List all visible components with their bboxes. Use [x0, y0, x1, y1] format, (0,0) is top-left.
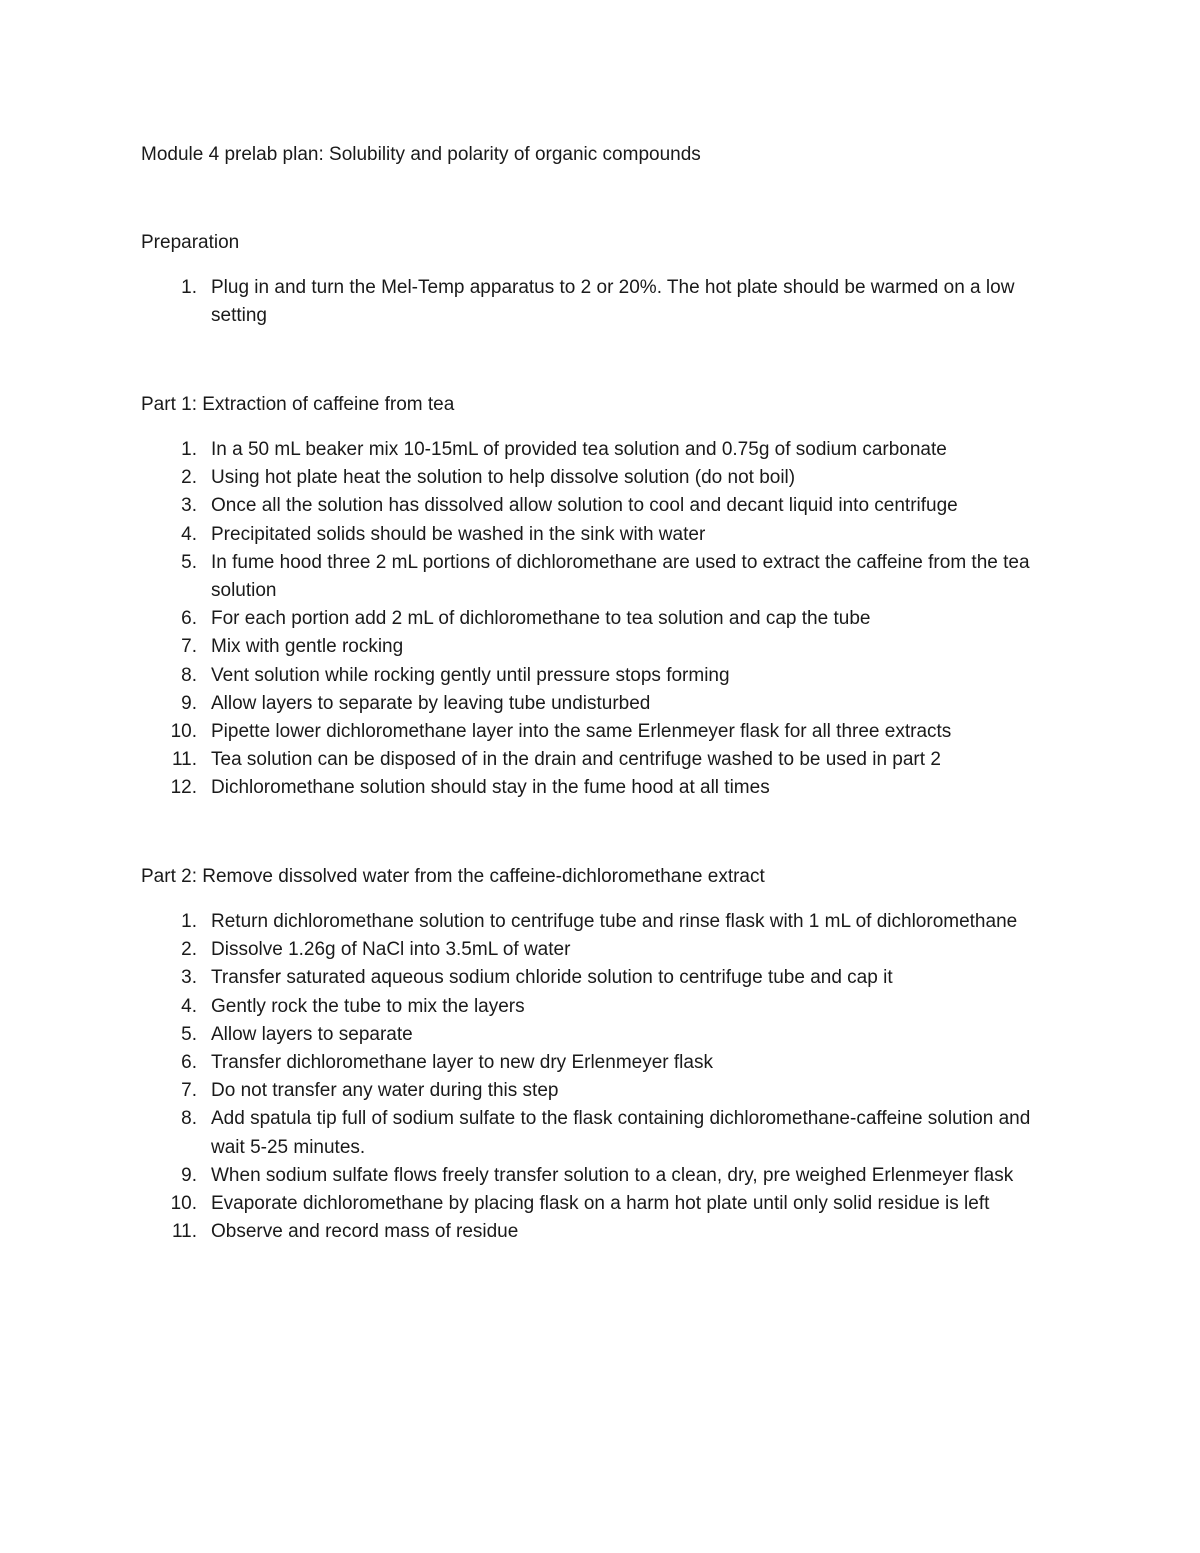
list-item-number: 5.	[181, 1023, 197, 1045]
list-item-number: 3.	[181, 967, 197, 989]
section-heading: Part 1: Extraction of caffeine from tea	[141, 394, 455, 415]
list-item-text: Do not transfer any water during this step	[211, 1080, 559, 1102]
list-item	[141, 1049, 1061, 1077]
list-item	[141, 1162, 1061, 1190]
list-item-text: In a 50 mL beaker mix 10-15mL of provided tea solution and 0.75g of sodium carbonate	[211, 439, 947, 460]
list-item-number: 1.	[181, 911, 197, 932]
list-item-text: Return dichloromethane solution to centrifuge tube and rinse flask with 1 mL of dichloromethane	[211, 911, 1018, 932]
list-item-number: 1.	[181, 277, 197, 298]
list-item	[141, 718, 1061, 746]
list-item	[141, 1077, 1061, 1105]
list-item	[141, 908, 1061, 936]
list-item-number: 6.	[181, 1052, 197, 1074]
list-item-number: 12.	[170, 777, 197, 799]
list-item-number: 2.	[181, 467, 197, 489]
list-item	[141, 1021, 1061, 1049]
section-part-2	[141, 864, 1061, 1246]
list-item	[141, 1190, 1061, 1218]
list-item-text: Transfer saturated aqueous sodium chloride solution to centrifuge tube and cap it	[211, 967, 893, 989]
list-item	[141, 605, 1061, 633]
list-item-number: 9.	[181, 692, 197, 714]
list-item	[141, 464, 1061, 492]
list-item	[141, 492, 1061, 520]
list-item-number: 5.	[181, 551, 197, 573]
step-list	[141, 436, 1061, 803]
list-item	[141, 274, 1061, 330]
list-item-number: 9.	[181, 1164, 197, 1186]
list-item-text: Vent solution while rocking gently until pressure stops forming	[211, 664, 730, 686]
list-item	[141, 993, 1061, 1021]
list-item-number: 4.	[181, 995, 197, 1017]
list-item	[141, 633, 1061, 661]
list-item-text: For each portion add 2 mL of dichloromethane to tea solution and cap the tube	[211, 608, 871, 630]
list-item-text: Once all the solution has dissolved allow solution to cool and decant liquid into centrifuge	[211, 495, 958, 517]
list-item-text: Plug in and turn the Mel-Temp apparatus to 2 or 20%. The hot plate should be warmed on a low setting	[211, 277, 1015, 327]
section-heading: Preparation	[141, 232, 240, 253]
section-heading: Part 2: Remove dissolved water from the caffeine-dichloromethane extract	[141, 866, 765, 887]
list-item-text: Tea solution can be disposed of in the drain and centrifuge washed to be used in part 2	[211, 749, 941, 771]
list-item	[141, 436, 1061, 464]
list-item-number: 10.	[170, 1193, 197, 1215]
list-item-text: Gently rock the tube to mix the layers	[211, 995, 525, 1017]
list-item-text: Dichloromethane solution should stay in the fume hood at all times	[211, 777, 770, 799]
list-item-number: 6.	[181, 608, 197, 630]
list-item-text: Precipitated solids should be washed in the sink with water	[211, 523, 706, 545]
list-item-number: 11.	[171, 1221, 197, 1243]
list-item	[141, 521, 1061, 549]
list-item-number: 7.	[181, 1080, 197, 1102]
list-item	[141, 662, 1061, 690]
list-item-text: Observe and record mass of residue	[211, 1221, 519, 1243]
list-item	[141, 964, 1061, 992]
list-item	[141, 936, 1061, 964]
list-item-number: 11.	[171, 749, 197, 771]
list-item-number: 7.	[181, 636, 197, 658]
list-item-text: Allow layers to separate by leaving tube undisturbed	[211, 692, 651, 714]
page-title: Module 4 prelab plan: Solubility and polarity of organic compounds	[141, 144, 701, 165]
step-list	[141, 274, 1061, 330]
list-item-text: Pipette lower dichloromethane layer into the same Erlenmeyer flask for all three extracts	[211, 721, 952, 743]
section-preparation	[141, 230, 1061, 330]
section-part-1	[141, 392, 1061, 803]
list-item-number: 1.	[181, 439, 197, 460]
step-list	[141, 908, 1061, 1246]
list-item-text: Evaporate dichloromethane by placing flask on a harm hot plate until only solid residue is left	[211, 1193, 990, 1215]
list-item-text: Add spatula tip full of sodium sulfate to the flask containing dichloromethane-caffeine solution and wait 5-25 minutes.	[211, 1108, 1031, 1158]
list-item-text: When sodium sulfate flows freely transfer solution to a clean, dry, pre weighed Erlenmeyer flask	[211, 1164, 1014, 1186]
list-item-text: Using hot plate heat the solution to help dissolve solution (do not boil)	[211, 467, 796, 489]
list-item	[141, 746, 1061, 774]
list-item-text: Transfer dichloromethane layer to new dry Erlenmeyer flask	[211, 1052, 713, 1074]
list-item	[141, 1218, 1061, 1246]
list-item	[141, 549, 1061, 605]
list-item-number: 8.	[181, 664, 197, 686]
list-item-number: 10.	[170, 721, 197, 743]
list-item-text: In fume hood three 2 mL portions of dichloromethane are used to extract the caffeine from the tea solution	[211, 551, 1030, 602]
list-item-number: 2.	[181, 939, 197, 961]
list-item-text: Mix with gentle rocking	[211, 636, 404, 658]
list-item-number: 4.	[181, 523, 197, 545]
list-item-number: 3.	[181, 495, 197, 517]
list-item	[141, 1105, 1061, 1161]
list-item	[141, 690, 1061, 718]
list-item-text: Dissolve 1.26g of NaCl into 3.5mL of water	[211, 939, 571, 961]
list-item-number: 8.	[181, 1108, 197, 1130]
list-item	[141, 774, 1061, 802]
list-item-text: Allow layers to separate	[211, 1023, 413, 1045]
